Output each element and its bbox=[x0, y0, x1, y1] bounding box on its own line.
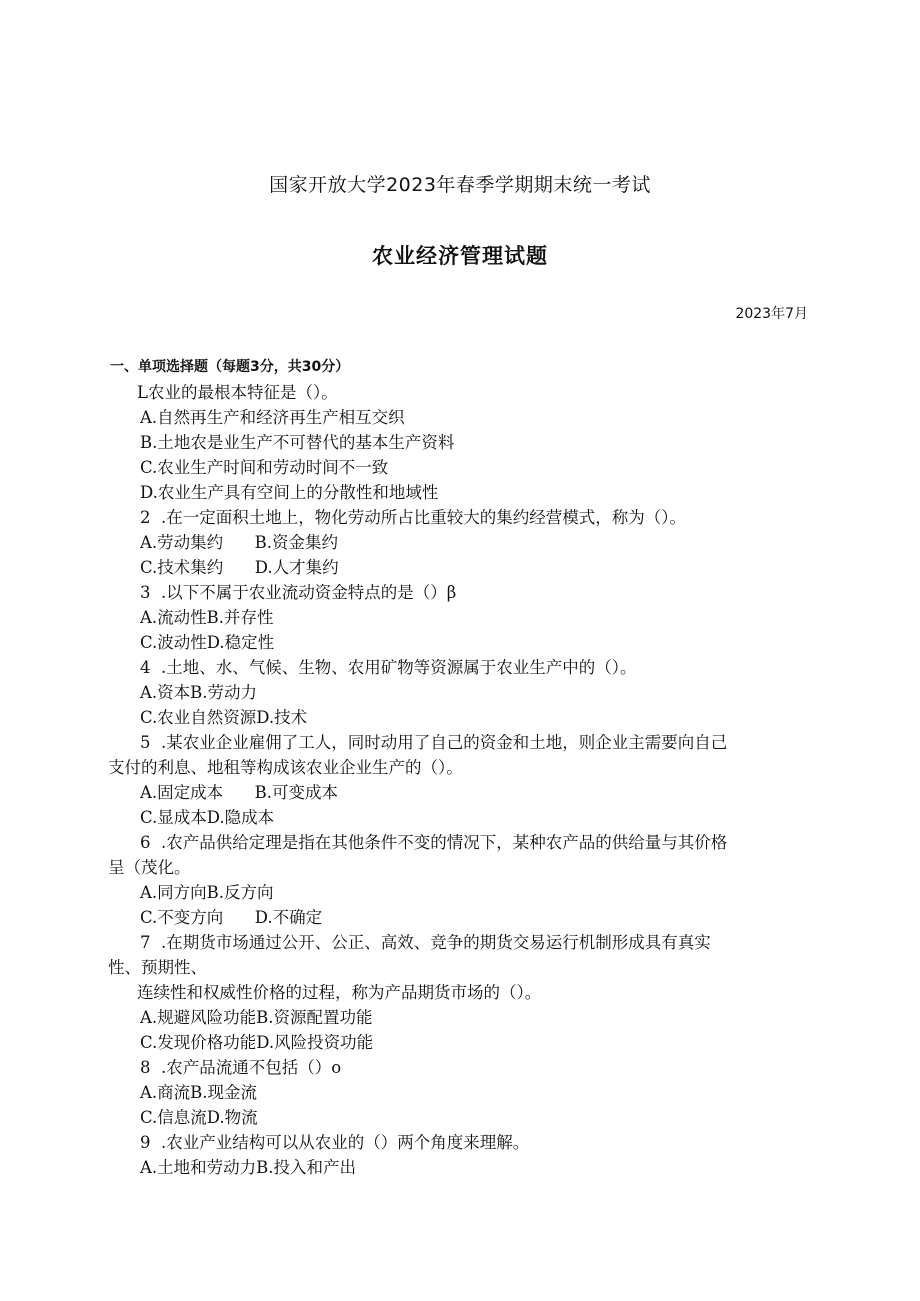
question-line: C.不变方向 D.不确定 bbox=[140, 908, 323, 927]
question-line: A.固定成本 B.可变成本 bbox=[140, 783, 338, 802]
section-title: 一、单项选择题（每题3分，共30分） bbox=[110, 359, 350, 375]
institution-title: 国家开放大学2023年春季学期期末统一考试 bbox=[269, 174, 651, 196]
question-line: C.农业生产时间和劳动时间不一致 bbox=[140, 458, 389, 477]
exam-date: 2023年7月 bbox=[735, 306, 808, 322]
question-line: A.劳动集约 B.资金集约 bbox=[140, 533, 338, 552]
question-line: 7 .在期货市场通过公开、公正、高效、竞争的期货交易运行机制形成具有真实 bbox=[140, 933, 711, 952]
question-line: 连续性和权威性价格的过程，称为产品期货市场的（）。 bbox=[137, 983, 542, 1002]
question-line: C.农业自然资源D.技术 bbox=[140, 708, 308, 727]
question-line: 3 .以下不属于农业流动资金特点的是（）β bbox=[140, 583, 457, 602]
question-lines bbox=[0, 380, 920, 1180]
question-line: 呈（茂化。 bbox=[108, 858, 191, 877]
question-line: A.商流B.现金流 bbox=[140, 1083, 258, 1102]
question-line: A.流动性B.并存性 bbox=[140, 608, 274, 627]
question-line: A.土地和劳动力B.投入和产出 bbox=[140, 1158, 357, 1177]
question-line: 8 .农产品流通不包括（）o bbox=[140, 1058, 342, 1077]
question-line: D.农业生产具有空间上的分散性和地域性 bbox=[140, 483, 439, 502]
question-line: C.信息流D.物流 bbox=[140, 1108, 258, 1127]
question-line: B.土地农是业生产不可替代的基本生产资料 bbox=[140, 433, 455, 452]
question-line: A.同方向B.反方向 bbox=[140, 883, 274, 902]
question-line: A.自然再生产和经济再生产相互交织 bbox=[140, 408, 405, 427]
question-line: A.规避风险功能B.资源配置功能 bbox=[140, 1008, 373, 1027]
question-line: 支付的利息、地租等构成该农业企业生产的（）。 bbox=[108, 758, 463, 777]
question-line: 6 .农产品供给定理是指在其他条件不变的情况下，某种农产品的供给量与其价格 bbox=[140, 833, 728, 852]
question-line: L农业的最根本特征是（）。 bbox=[137, 383, 338, 402]
question-line: C.发现价格功能D.风险投资功能 bbox=[140, 1033, 374, 1052]
question-line: 9 .农业产业结构可以从农业的（）两个角度来理解。 bbox=[140, 1133, 530, 1152]
question-line: 2 .在一定面积土地上，物化劳动所占比重较大的集约经营模式，称为（）。 bbox=[140, 508, 686, 527]
question-line: 性、预期性、 bbox=[108, 958, 207, 977]
question-line: C.显成本D.隐成本 bbox=[140, 808, 275, 827]
subject-title: 农业经济管理试题 bbox=[372, 244, 548, 268]
question-line: C.波动性D.稳定性 bbox=[140, 633, 275, 652]
question-line: 5 .某农业企业雇佣了工人，同时动用了自己的资金和土地，则企业主需要向自己 bbox=[140, 733, 728, 752]
question-line: 4 .土地、水、气候、生物、农用矿物等资源属于农业生产中的（）。 bbox=[140, 658, 637, 677]
question-line: C.技术集约 D.人才集约 bbox=[140, 558, 339, 577]
question-line: A.资本B.劳动力 bbox=[140, 683, 258, 702]
